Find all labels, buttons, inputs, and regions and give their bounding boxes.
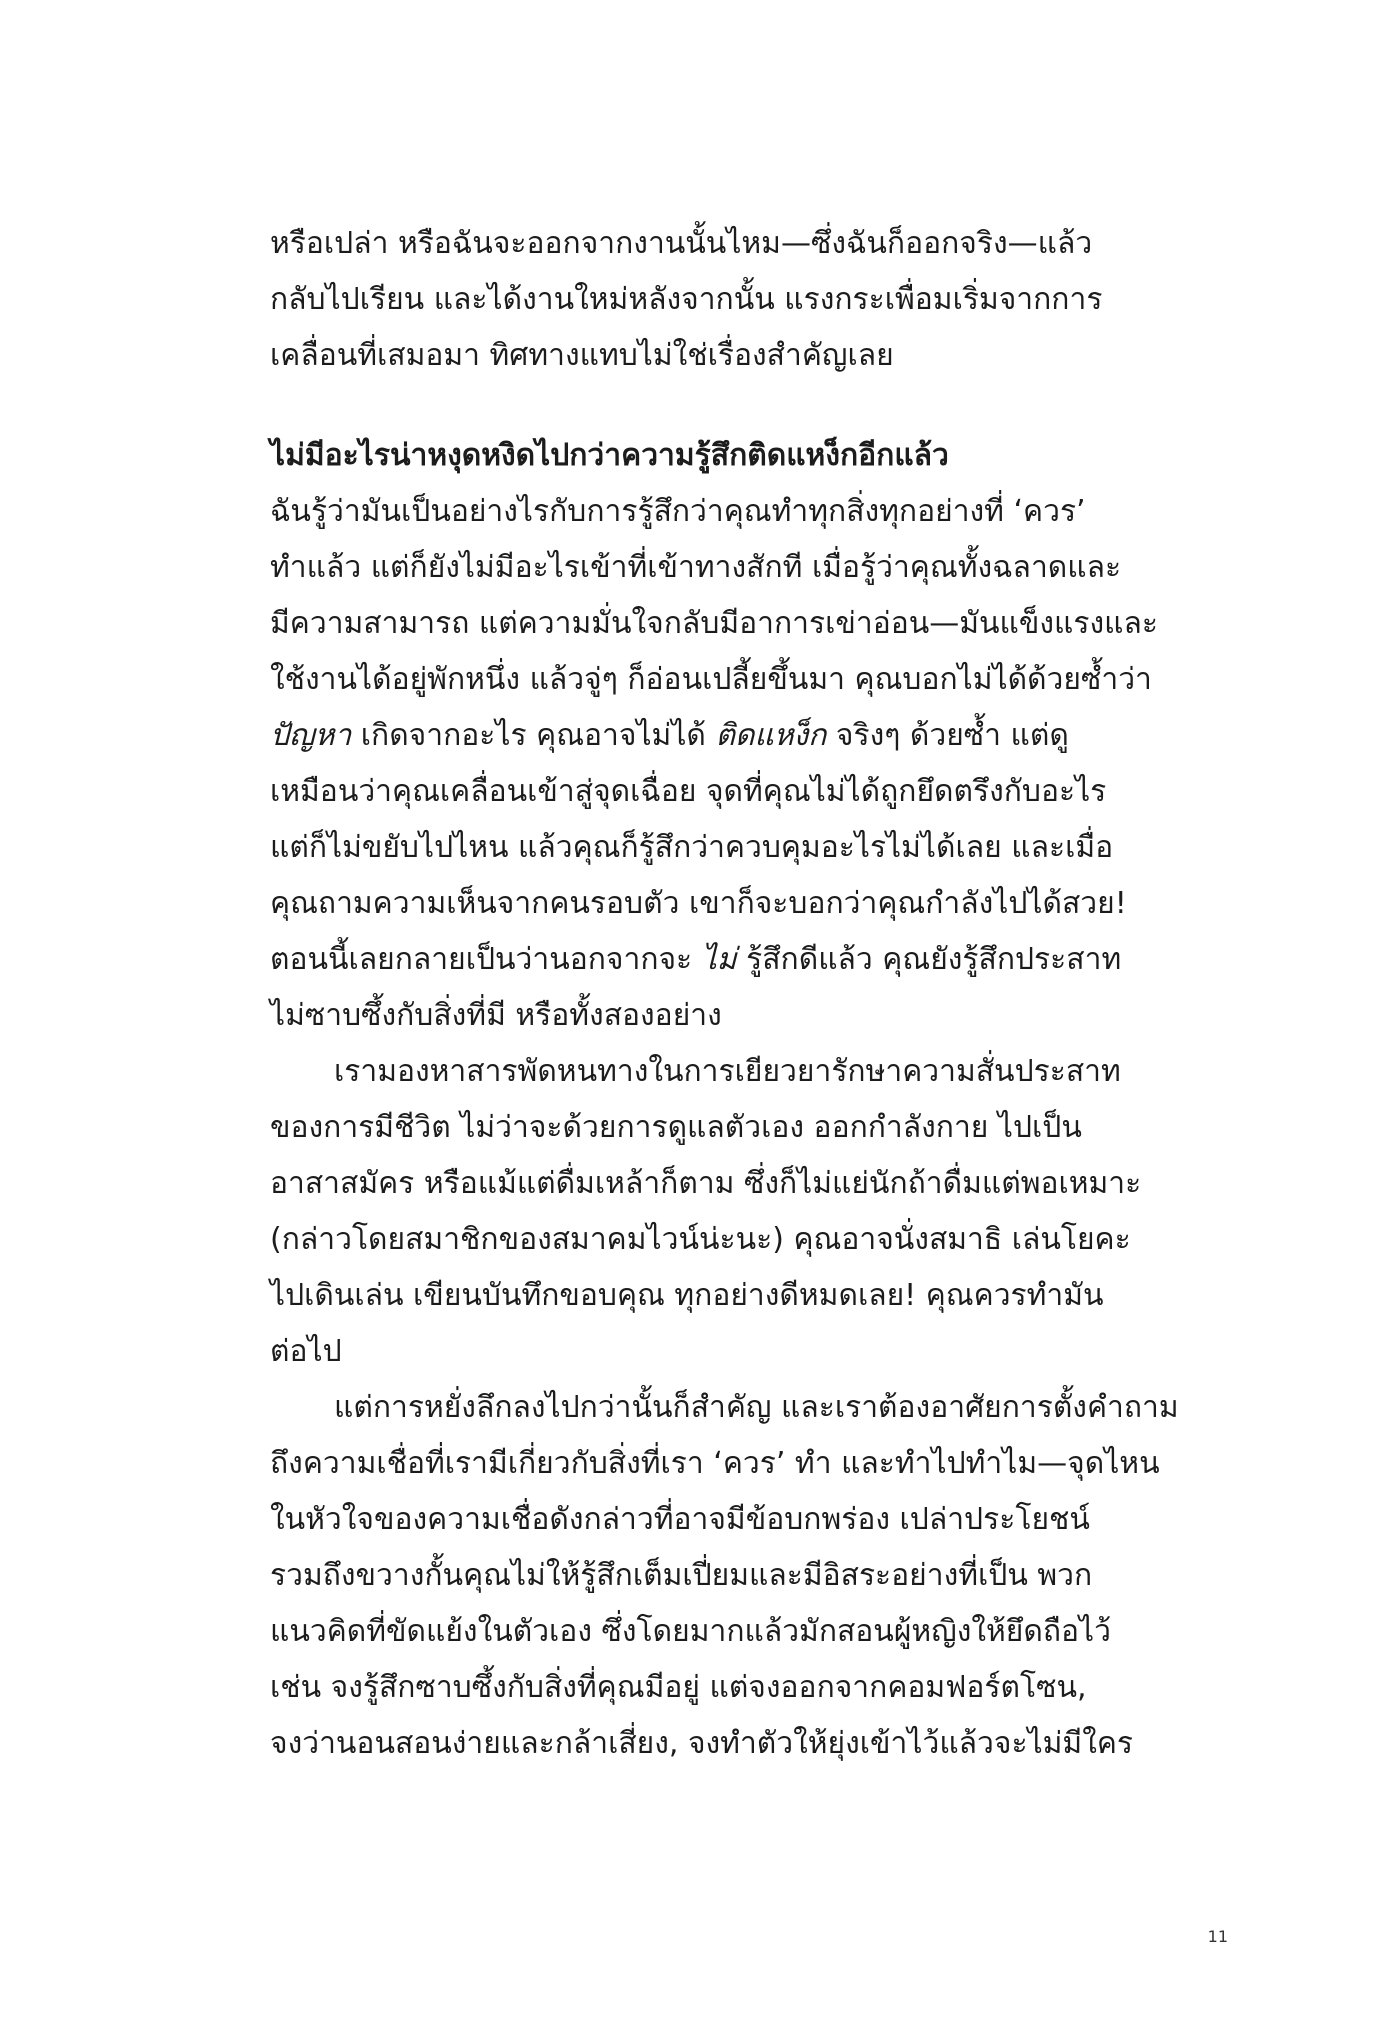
text-fragment: รู้สึกดีแล้ว คุณยังรู้สึกประสาท	[736, 942, 1122, 977]
intro-paragraph	[270, 216, 1230, 384]
text-line: แต่ก็ไม่ขยับไปไหน แล้วคุณก็รู้สึกว่าควบคุมอะไรไม่ได้เลย และเมื่อ	[270, 830, 1114, 865]
emphasis-text: ติดแหง็ก	[715, 718, 827, 753]
section-heading: ไม่มีอะไรน่าหงุดหงิดไปกว่าความรู้สึกติดแหง็กอีกแล้ว	[270, 438, 949, 473]
text-line: อาสาสมัคร หรือแม้แต่ดื่มเหล้าก็ตาม ซึ่งก็ไม่แย่นักถ้าดื่มแต่พอเหมาะ	[270, 1166, 1142, 1201]
text-fragment: เกิดจากอะไร คุณอาจไม่ได้	[351, 718, 716, 753]
text-line	[270, 932, 1230, 988]
text-line: ถึงความเชื่อที่เรามีเกี่ยวกับสิ่งที่เรา ‘ควร’ ทำ และทำไปทำไม—จุดไหน	[270, 1446, 1160, 1481]
text-line: กลับไปเรียน และได้งานใหม่หลังจากนั้น แรงกระเพื่อมเริ่มจากการ	[270, 282, 1103, 317]
text-line: แต่การหยั่งลึกลงไปกว่านั้นก็สำคัญ และเราต้องอาศัยการตั้งคำถาม	[334, 1390, 1179, 1425]
text-line: เช่น จงรู้สึกซาบซึ้งกับสิ่งที่คุณมีอยู่ แต่จงออกจากคอมฟอร์ตโซน,	[270, 1670, 1087, 1705]
text-line: ใช้งานได้อยู่พักหนึ่ง แล้วจู่ๆ ก็อ่อนเปลี้ยขึ้นมา คุณบอกไม่ได้ด้วยซ้ำว่า	[270, 662, 1152, 697]
text-line: ทำแล้ว แต่ก็ยังไม่มีอะไรเข้าที่เข้าทางสักที เมื่อรู้ว่าคุณทั้งฉลาดและ	[270, 550, 1122, 585]
paragraph-1	[270, 484, 1230, 1044]
text-line: จงว่านอนสอนง่ายและกล้าเสี่ยง, จงทำตัวให้ยุ่งเข้าไว้แล้วจะไม่มีใคร	[270, 1726, 1134, 1761]
text-line: ไปเดินเล่น เขียนบันทึกขอบคุณ ทุกอย่างดีหมดเลย! คุณควรทำมัน	[270, 1278, 1104, 1313]
text-line: หรือเปล่า หรือฉันจะออกจากงานนั้นไหม—ซึ่งฉันก็ออกจริง—แล้ว	[270, 226, 1093, 261]
text-line: ไม่ซาบซึ้งกับสิ่งที่มี หรือทั้งสองอย่าง	[270, 998, 722, 1033]
page-number: 11	[1207, 1927, 1228, 1946]
text-line: ในหัวใจของความเชื่อดังกล่าวที่อาจมีข้อบกพร่อง เปล่าประโยชน์	[270, 1502, 1090, 1537]
text-line: (กล่าวโดยสมาชิกของสมาคมไวน์น่ะนะ) คุณอาจนั่งสมาธิ เล่นโยคะ	[270, 1222, 1131, 1257]
text-line: ฉันรู้ว่ามันเป็นอย่างไรกับการรู้สึกว่าคุณทำทุกสิ่งทุกอย่างที่ ‘ควร’	[270, 494, 1086, 529]
text-fragment: ตอนนี้เลยกลายเป็นว่านอกจากจะ	[270, 942, 702, 977]
text-line: ต่อไป	[270, 1334, 342, 1369]
text-line: เรามองหาสารพัดหนทางในการเยียวยารักษาความสั่นประสาท	[334, 1054, 1121, 1089]
text-line: คุณถามความเห็นจากคนรอบตัว เขาก็จะบอกว่าคุณกำลังไปได้สวย!	[270, 886, 1127, 921]
paragraph-3	[270, 1380, 1230, 1772]
emphasis-text: ปัญหา	[270, 718, 352, 753]
text-line: ของการมีชีวิต ไม่ว่าจะด้วยการดูแลตัวเอง ออกกำลังกาย ไปเป็น	[270, 1110, 1082, 1145]
text-line: แนวคิดที่ขัดแย้งในตัวเอง ซึ่งโดยมากแล้วมักสอนผู้หญิงให้ยึดถือไว้	[270, 1614, 1111, 1649]
text-line: มีความสามารถ แต่ความมั่นใจกลับมีอาการเข่าอ่อน—มันแข็งแรงและ	[270, 606, 1158, 641]
text-line	[270, 708, 1230, 764]
section	[270, 428, 1230, 1772]
text-line: รวมถึงขวางกั้นคุณไม่ให้รู้สึกเต็มเปี่ยมและมีอิสระอย่างที่เป็น พวก	[270, 1558, 1093, 1593]
text-fragment: จริงๆ ด้วยซ้ำ แต่ดู	[826, 718, 1069, 753]
paragraph-2	[270, 1044, 1230, 1380]
text-line: เคลื่อนที่เสมอมา ทิศทางแทบไม่ใช่เรื่องสำคัญเลย	[270, 338, 894, 373]
emphasis-text: ไม่	[701, 942, 737, 977]
text-line: เหมือนว่าคุณเคลื่อนเข้าสู่จุดเฉื่อย จุดที่คุณไม่ได้ถูกยึดตรึงกับอะไร	[270, 774, 1107, 809]
